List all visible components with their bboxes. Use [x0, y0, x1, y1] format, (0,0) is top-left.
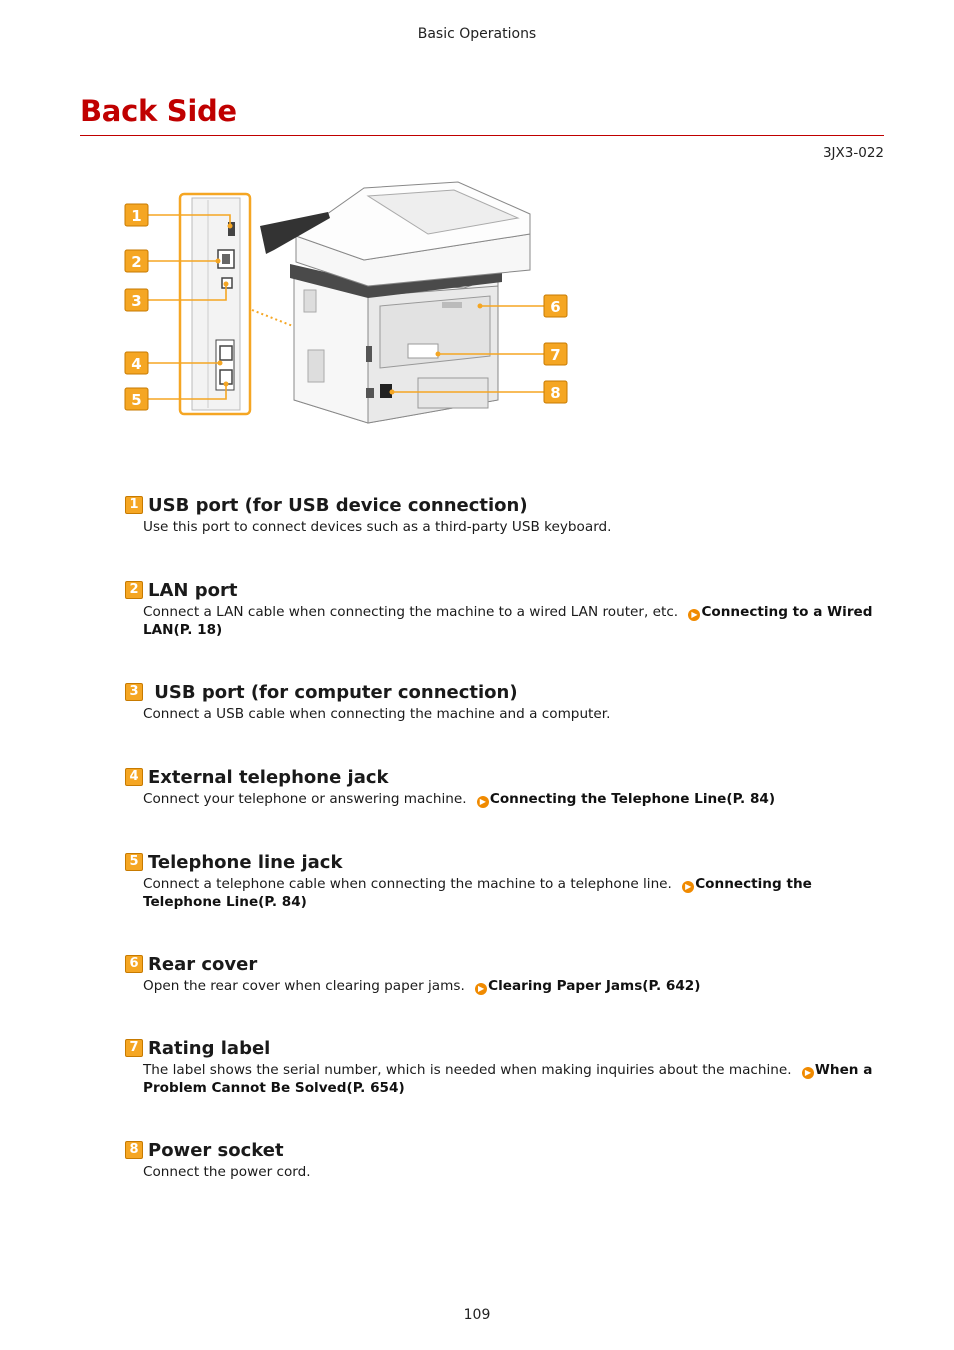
item-usb-device-port — [125, 493, 885, 537]
item-title: USB port (for USB device connection) — [148, 494, 528, 516]
svg-text:3: 3 — [131, 292, 142, 310]
item-description: The label shows the serial number, which is needed when making inquiries about the machine. — [143, 1062, 792, 1078]
page-title: Back Side — [80, 94, 237, 128]
item-description: Connect a telephone cable when connecting the machine to a telephone line. — [143, 876, 672, 892]
item-telephone-line-jack — [125, 850, 885, 911]
item-lan-port — [125, 578, 885, 639]
item-description: Connect a LAN cable when connecting the machine to a wired LAN router, etc. — [143, 604, 679, 620]
item-title: USB port (for computer connection) — [148, 681, 518, 703]
number-badge: 2 — [125, 581, 143, 599]
callout-8 — [544, 381, 567, 403]
item-rating-label — [125, 1036, 885, 1097]
svg-text:8: 8 — [550, 384, 561, 402]
callout-6 — [544, 295, 567, 317]
circle-arrow-icon: ▶ — [802, 1067, 814, 1079]
circle-arrow-icon: ▶ — [682, 881, 694, 893]
callout-3 — [125, 289, 148, 311]
svg-text:6: 6 — [550, 298, 561, 316]
item-title: Rating label — [148, 1037, 271, 1059]
item-title: External telephone jack — [148, 766, 389, 788]
circle-arrow-icon: ▶ — [477, 796, 489, 808]
svg-text:4: 4 — [131, 355, 142, 373]
number-badge: 7 — [125, 1039, 143, 1057]
link-clearing-paper-jams[interactable]: Clearing Paper Jams(P. 642) — [488, 978, 701, 994]
item-title: Power socket — [148, 1139, 284, 1161]
running-header: Basic Operations — [417, 26, 537, 42]
callout-4 — [125, 352, 148, 374]
item-description: Use this port to connect devices such as a third-party USB keyboard. — [143, 519, 612, 535]
item-title: LAN port — [148, 579, 238, 601]
title-divider — [80, 135, 884, 136]
link-connecting-telephone-line[interactable]: Connecting the Telephone Line(P. 84) — [489, 791, 776, 807]
callout-5 — [125, 388, 148, 410]
item-title: Telephone line jack — [148, 851, 343, 873]
number-badge: 5 — [125, 853, 143, 871]
number-badge: 1 — [125, 496, 143, 514]
link-problem-cannot-be-solved[interactable]: When a Problem Cannot Be Solved(P. 654) — [143, 1062, 873, 1096]
item-title: Rear cover — [148, 953, 258, 975]
number-badge: 8 — [125, 1141, 143, 1159]
link-connecting-wired-lan[interactable]: Connecting to a Wired LAN(P. 18) — [143, 604, 873, 638]
number-badge: 3 — [125, 683, 143, 701]
item-description: Connect the power cord. — [143, 1164, 311, 1180]
circle-arrow-icon: ▶ — [688, 609, 700, 621]
svg-text:1: 1 — [131, 207, 142, 225]
circle-arrow-icon: ▶ — [475, 983, 487, 995]
link-connecting-telephone-line[interactable]: Connecting the Telephone Line(P. 84) — [143, 876, 812, 910]
item-rear-cover — [125, 952, 885, 996]
item-description: Connect your telephone or answering machine. — [143, 791, 467, 807]
item-external-telephone-jack — [125, 765, 885, 809]
document-code: 3JX3-022 — [822, 145, 884, 161]
item-description: Open the rear cover when clearing paper jams. — [143, 978, 465, 994]
item-usb-computer-port — [125, 680, 885, 724]
callout-2 — [125, 250, 148, 272]
page-number: 109 — [463, 1307, 491, 1323]
item-power-socket — [125, 1138, 885, 1182]
number-badge: 4 — [125, 768, 143, 786]
back-side-illustration — [118, 178, 588, 430]
callout-1 — [125, 204, 148, 226]
svg-text:2: 2 — [131, 253, 142, 271]
svg-text:5: 5 — [131, 391, 142, 409]
number-badge: 6 — [125, 955, 143, 973]
svg-text:7: 7 — [550, 346, 561, 364]
item-description: Connect a USB cable when connecting the machine and a computer. — [143, 706, 611, 722]
callout-7 — [544, 343, 567, 365]
